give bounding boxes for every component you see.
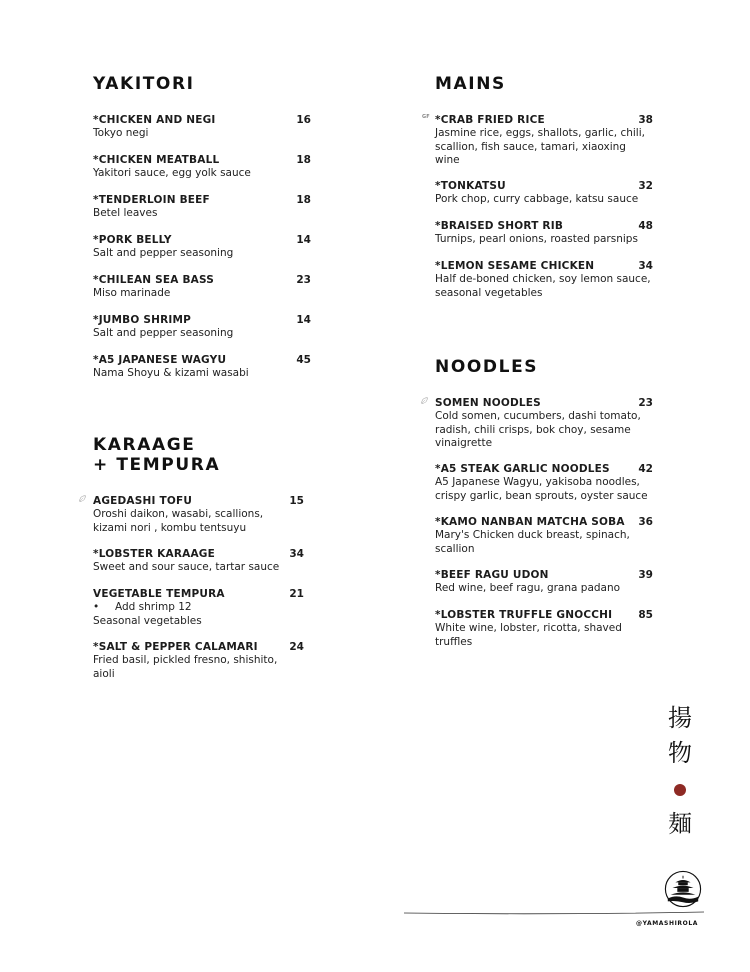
- kanji-men: 麺: [668, 810, 692, 838]
- addon-text: Add shrimp 12: [115, 601, 192, 613]
- item-name: *LEMON SESAME CHICKEN: [435, 260, 595, 272]
- section-title-mains: MAINS: [435, 74, 506, 94]
- item-description: scallion: [435, 542, 475, 555]
- yakitori-section: [93, 74, 311, 94]
- kanji-mono: 物: [668, 739, 692, 767]
- item-price: 85: [638, 609, 653, 621]
- menu-item: [435, 516, 653, 569]
- item-description: vinaigrette: [435, 437, 493, 449]
- menu-item: [435, 220, 653, 260]
- item-name: *CRAB FRIED RICE: [435, 114, 545, 126]
- item-name: *LOBSTER TRUFFLE GNOCCHI: [435, 609, 613, 621]
- menu-item: [93, 274, 311, 314]
- gluten-free-tag: GF: [422, 114, 430, 120]
- menu-item: [93, 314, 311, 354]
- item-name: VEGETABLE TEMPURA: [93, 588, 225, 600]
- item-price: 34: [638, 260, 653, 272]
- item-name: *CHICKEN MEATBALL: [93, 154, 220, 166]
- social-handle: @YAMASHIROLA: [636, 920, 698, 927]
- menu-item: [422, 114, 653, 180]
- item-price: 15: [289, 495, 304, 507]
- item-price: 14: [296, 234, 311, 246]
- item-description: Salt and pepper seasoning: [93, 327, 234, 339]
- footer-divider: [404, 911, 704, 915]
- menu-item: [93, 641, 304, 681]
- menu-item: [93, 154, 311, 194]
- item-price: 39: [638, 569, 653, 581]
- item-description: Fried basil, pickled fresno, shishito,: [93, 654, 278, 666]
- item-description: crispy garlic, bean sprouts, oyster sauce: [435, 489, 648, 502]
- menu-item: [435, 260, 653, 300]
- item-description: Oroshi daikon, wasabi, scallions,: [93, 508, 264, 520]
- yakitori-items: [93, 114, 311, 394]
- item-name: *A5 JAPANESE WAGYU: [93, 354, 227, 366]
- item-description: seasonal vegetables: [435, 286, 543, 299]
- mains-section: [435, 74, 653, 94]
- item-price: 24: [289, 641, 304, 653]
- item-price: 36: [638, 516, 653, 528]
- item-price: 48: [638, 220, 653, 232]
- menu-item: [93, 354, 311, 394]
- item-description: Half de-boned chicken, soy lemon sauce,: [435, 273, 651, 285]
- item-name: *A5 STEAK GARLIC NOODLES: [435, 463, 610, 475]
- item-price: 16: [296, 114, 311, 126]
- item-price: 45: [296, 354, 311, 366]
- item-description: Tokyo negi: [93, 127, 149, 139]
- item-name: *CHILEAN SEA BASS: [93, 274, 215, 286]
- item-name: AGEDASHI TOFU: [93, 495, 193, 507]
- menu-item: [435, 180, 653, 220]
- item-description: kizami nori , kombu tentsuyu: [93, 521, 247, 534]
- item-price: 18: [296, 194, 311, 206]
- section-title-noodles: NOODLES: [435, 357, 539, 377]
- item-description: Yakitori sauce, egg yolk sauce: [93, 167, 251, 179]
- item-description: Nama Shoyu & kizami wasabi: [93, 367, 249, 379]
- item-price: 34: [289, 548, 304, 560]
- item-price: 23: [638, 397, 653, 409]
- item-name: *TONKATSU: [435, 180, 506, 192]
- menu-item: [93, 588, 304, 641]
- item-price: 21: [289, 588, 304, 600]
- item-description: Turnips, pearl onions, roasted parsnips: [435, 233, 638, 245]
- item-description: Sweet and sour sauce, tartar sauce: [93, 561, 280, 573]
- item-description: White wine, lobster, ricotta, shaved: [435, 622, 622, 634]
- section-title-yakitori: YAKITORI: [93, 74, 195, 94]
- item-price: 14: [296, 314, 311, 326]
- menu-item: [93, 114, 311, 154]
- item-description: Pork chop, curry cabbage, katsu sauce: [435, 193, 639, 205]
- item-name: *JUMBO SHRIMP: [93, 314, 192, 326]
- item-description: Mary's Chicken duck breast, spinach,: [435, 529, 630, 541]
- item-description: Miso marinade: [93, 287, 171, 299]
- item-name: *PORK BELLY: [93, 234, 172, 246]
- item-description: A5 Japanese Wagyu, yakisoba noodles,: [435, 476, 640, 488]
- item-name: *TENDERLOIN BEEF: [93, 194, 210, 206]
- mains-items: [422, 114, 653, 300]
- item-price: 18: [296, 154, 311, 166]
- item-name: *SALT & PEPPER CALAMARI: [93, 641, 258, 653]
- menu-item: [93, 234, 311, 274]
- vegetarian-leaf-icon: [79, 495, 86, 502]
- item-description: truffles: [435, 635, 473, 648]
- menu-item: [93, 548, 304, 588]
- item-addon: • Add shrimp 12: [93, 601, 192, 613]
- menu-item: [435, 609, 653, 649]
- item-price: 38: [638, 114, 653, 126]
- vegetarian-leaf-icon: [421, 397, 428, 404]
- red-dot-divider: [674, 784, 686, 796]
- item-name: *BEEF RAGU UDON: [435, 569, 549, 581]
- item-description: aioli: [93, 667, 115, 680]
- item-price: 23: [296, 274, 311, 286]
- pagoda-logo-icon: [664, 870, 702, 908]
- item-description: Jasmine rice, eggs, shallots, garlic, chili,: [435, 127, 645, 139]
- menu-item: [435, 569, 653, 609]
- section-title-karaage: KARAAGE: [93, 435, 196, 455]
- kanji-age: 揚: [668, 704, 692, 732]
- item-name: *CHICKEN AND NEGI: [93, 114, 216, 126]
- item-name: *LOBSTER KARAAGE: [93, 548, 215, 560]
- item-description: Cold somen, cucumbers, dashi tomato,: [435, 410, 641, 422]
- item-price: 42: [638, 463, 653, 475]
- section-title-tempura: + TEMPURA: [93, 455, 221, 475]
- menu-item: [93, 194, 311, 234]
- karaage-section: [93, 435, 311, 475]
- menu-item: [435, 463, 653, 516]
- item-description: scallion, fish sauce, tamari, xiaoxing: [435, 140, 626, 153]
- menu-item: [435, 397, 653, 463]
- noodles-section: [435, 357, 653, 377]
- item-description: wine: [435, 154, 460, 166]
- item-name: *BRAISED SHORT RIB: [435, 220, 564, 232]
- item-description: Seasonal vegetables: [93, 614, 202, 627]
- item-description: Red wine, beef ragu, grana padano: [435, 582, 621, 594]
- item-name: *KAMO NANBAN MATCHA SOBA: [435, 516, 625, 528]
- menu-item: [93, 495, 304, 548]
- item-description: Betel leaves: [93, 207, 158, 219]
- noodles-items: [435, 397, 653, 649]
- karaage-items: [93, 495, 304, 681]
- item-name: SOMEN NOODLES: [435, 397, 541, 409]
- item-price: 32: [638, 180, 653, 192]
- item-description: Salt and pepper seasoning: [93, 247, 234, 259]
- item-description: radish, chili crisps, bok choy, sesame: [435, 423, 631, 436]
